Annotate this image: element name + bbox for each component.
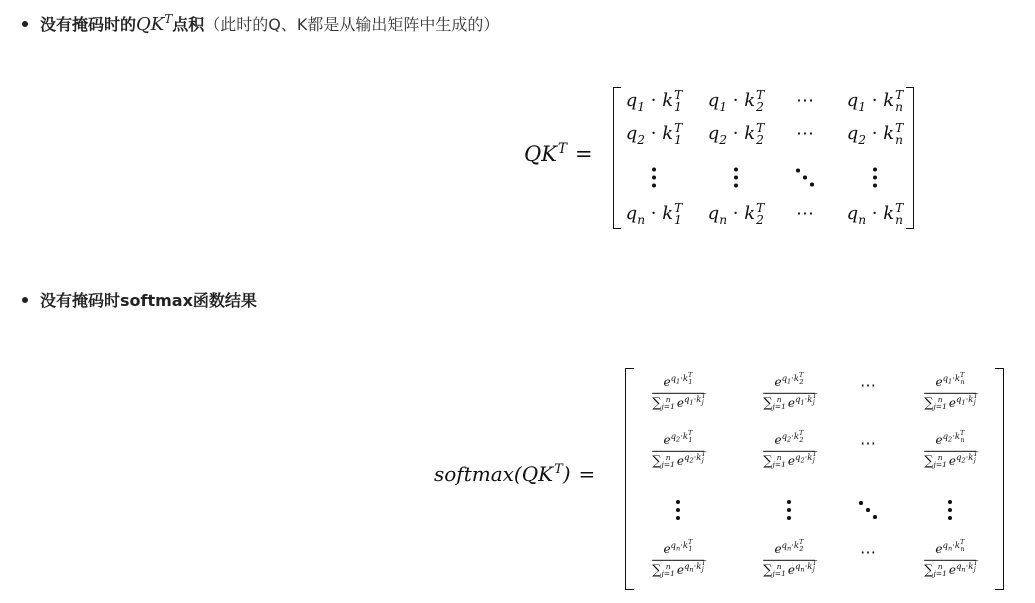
- equation1-lhs-base: QK: [524, 142, 557, 166]
- hdots: ⋯: [796, 90, 814, 112]
- bullet-dot: [22, 297, 28, 303]
- bullet-dot: [22, 21, 28, 27]
- left-bracket: [625, 368, 634, 590]
- equation2-lhs-close: ): [562, 462, 571, 486]
- vdots: [873, 164, 877, 197]
- matrix-cell: $q_n \cdot k$ T 2: [707, 200, 765, 227]
- vdots: [787, 496, 791, 528]
- matrix-cell: $q_2 \cdot k$ T n: [846, 120, 904, 147]
- inline-math-qk: [136, 14, 172, 35]
- equation2-lhs-sup: T: [554, 462, 563, 478]
- equation2-equals: =: [578, 462, 596, 486]
- right-bracket: [906, 87, 914, 229]
- hdots: ⋯: [860, 375, 876, 395]
- matrix-cell: $q_2 \cdot k$ T 1: [625, 120, 683, 147]
- left-bracket: [613, 87, 621, 229]
- bullet-qk-dot-product: [22, 8, 499, 36]
- softmax-fraction: $e^{q_1\cdot k^T_n}$ ∑ n j=1 $e^{q_1\cdot k^T_j}$: [924, 370, 978, 411]
- inline-math-qk-sup: T: [164, 12, 173, 26]
- hdots: ⋯: [860, 542, 876, 562]
- right-bracket: [995, 368, 1004, 590]
- heading-suffix: 点积: [172, 15, 205, 34]
- softmax-fraction: $e^{q_2\cdot k^T_1}$ ∑ n j=1 $e^{q_2\cdot k^T_j}$: [652, 428, 706, 469]
- equation1-lhs-sup: T: [557, 140, 568, 157]
- matrix-cell: $q_1 \cdot k$ T 2: [707, 87, 765, 114]
- heading-note: （此时的Q、K都是从输出矩阵中生成的）: [204, 15, 500, 34]
- ddots: [795, 167, 815, 194]
- softmax-fraction: $e^{q_n\cdot k^T_n}$ ∑ n j=1 $e^{q_n\cdot k^T_j}$: [924, 537, 978, 578]
- inline-math-qk-base: QK: [136, 14, 165, 35]
- matrix-cell: $q_1 \cdot k$ T 1: [625, 87, 683, 114]
- equation2-lhs: [434, 462, 595, 486]
- vdots: [652, 164, 656, 197]
- equation1-lhs: [524, 142, 593, 166]
- heading-prefix: 没有掩码时的: [40, 15, 137, 34]
- equation1-equals: =: [575, 142, 593, 166]
- hdots: ⋯: [860, 433, 876, 453]
- equation2-lhs-base: softmax(QK: [434, 462, 554, 486]
- vdots: [948, 496, 952, 528]
- softmax-fraction: $e^{q_2\cdot k^T_n}$ ∑ n j=1 $e^{q_2\cdot k^T_j}$: [924, 428, 978, 469]
- softmax-fraction: $e^{q_n\cdot k^T_2}$ ∑ n j=1 $e^{q_n\cdot k^T_j}$: [763, 537, 817, 578]
- matrix-cell: $q_1 \cdot k$ T n: [846, 87, 904, 114]
- softmax-fraction: $e^{q_2\cdot k^T_2}$ ∑ n j=1 $e^{q_2\cdot k^T_j}$: [763, 428, 817, 469]
- matrix-cell: $q_2 \cdot k$ T 2: [707, 120, 765, 147]
- softmax-heading: 没有掩码时softmax函数结果: [40, 291, 257, 310]
- ddots: [858, 499, 878, 525]
- softmax-fraction: $e^{q_1\cdot k^T_2}$ ∑ n j=1 $e^{q_1\cdot k^T_j}$: [763, 370, 817, 411]
- hdots: ⋯: [796, 123, 814, 145]
- hdots: ⋯: [796, 203, 814, 225]
- bullet-softmax-result: [22, 290, 257, 312]
- vdots: [676, 496, 680, 528]
- softmax-fraction: $e^{q_1\cdot k^T_1}$ ∑ n j=1 $e^{q_1\cdot k^T_j}$: [652, 370, 706, 411]
- matrix-cell: $q_n \cdot k$ T n: [846, 200, 904, 227]
- softmax-fraction: $e^{q_n\cdot k^T_1}$ ∑ n j=1 $e^{q_n\cdot k^T_j}$: [652, 537, 706, 578]
- matrix-cell: $q_n \cdot k$ T 1: [625, 200, 683, 227]
- vdots: [734, 164, 738, 197]
